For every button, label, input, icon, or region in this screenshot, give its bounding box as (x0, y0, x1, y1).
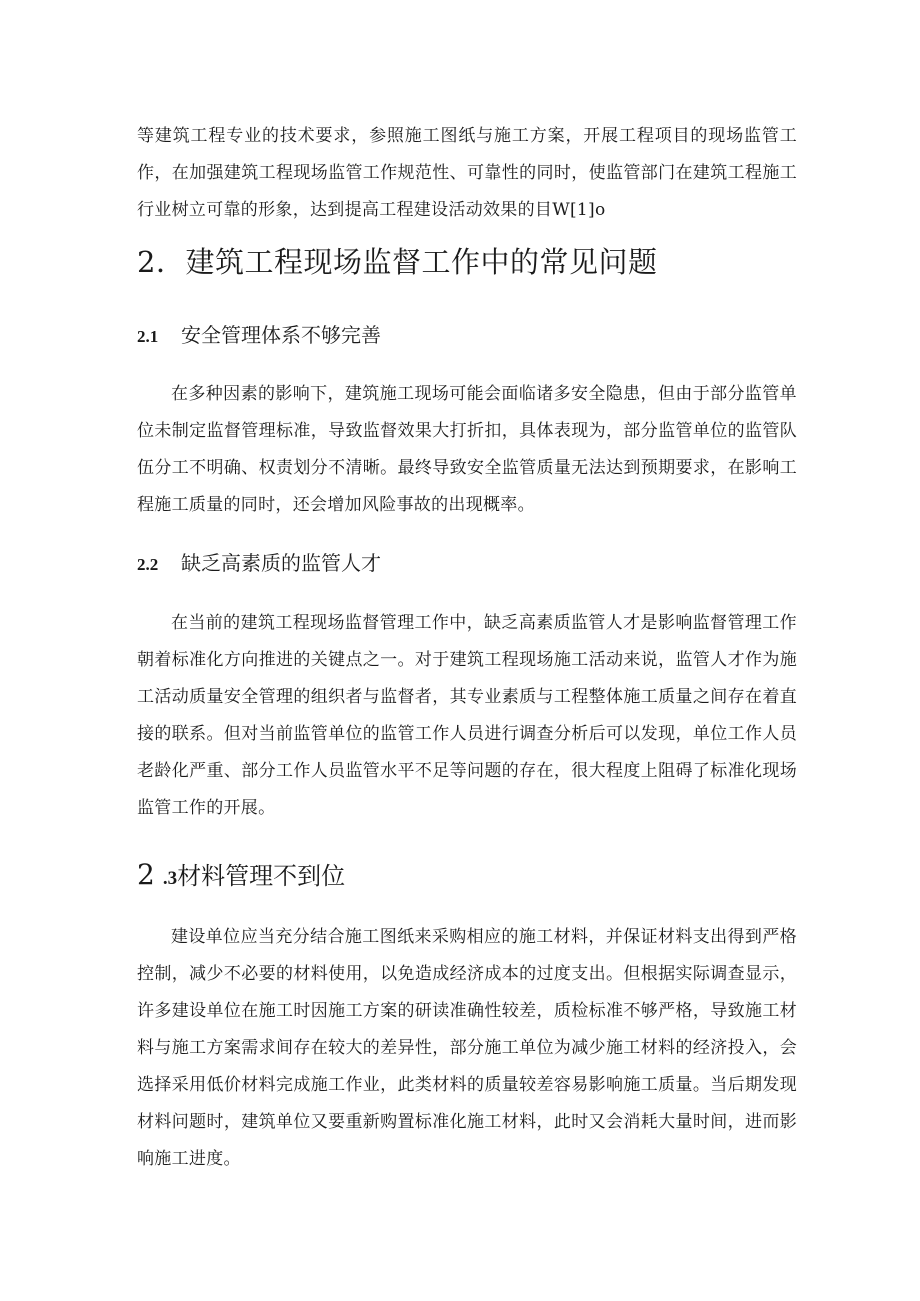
subsection-title: 缺乏高素质的监管人才 (181, 551, 381, 575)
subsection-number-major: 2 (137, 858, 155, 891)
subsection-2-2-heading (137, 548, 381, 580)
subsection-number: 2.2 (137, 555, 159, 574)
section-2-heading: 2．建筑工程现场监督工作中的常见问题 (137, 245, 658, 279)
intro-paragraph: 等建筑工程专业的技术要求，参照施工图纸与施工方案，开展工程项目的现场监管工作，在加强建筑工程现场监管工作规范性、可靠性的同时，使监管部门在建筑工程施工行业树立可靠的形象，达到提高工程建设活动效果的目W[1]o (137, 126, 797, 220)
subsection-title: 安全管理体系不够完善 (181, 323, 381, 347)
subsection-number-minor: .3 (162, 868, 178, 889)
subsection-2-1-paragraph: 在多种因素的影响下，建筑施工现场可能会面临诸多安全隐患，但由于部分监管单位未制定监督管理标准，导致监督效果大打折扣，具体表现为，部分监管单位的监管队伍分工不明确、权责划分不清晰。最终导致安全监管质量无法达到预期要求，在影响工程施工质量的同时，还会增加风险事故的出现概率。 (137, 384, 797, 515)
subsection-2-2-paragraph: 在当前的建筑工程现场监督管理工作中，缺乏高素质监管人才是影响监督管理工作朝着标准化方向推进的关键点之一。对于建筑工程现场施工活动来说，监管人才作为施工活动质量安全管理的组织者与监督者，其专业素质与工程整体施工质量之间存在着直接的联系。但对当前监管单位的监管工作人员进行调查分析后可以发现，单位工作人员老龄化严重、部分工作人员监管水平不足等问题的存在，很大程度上阻碍了标准化现场监管工作的开展。 (137, 613, 797, 818)
subsection-2-3-heading (137, 857, 345, 897)
subsection-number: 2.1 (137, 327, 159, 346)
subsection-title: 材料管理不到位 (177, 862, 346, 890)
subsection-2-1-heading (137, 320, 381, 352)
subsection-2-3-paragraph: 建设单位应当充分结合施工图纸来采购相应的施工材料，并保证材料支出得到严格控制，减少不必要的材料使用，以免造成经济成本的过度支出。但根据实际调查显示，许多建设单位在施工时因施工方案的研读准确性较差，质检标准不够严格，导致施工材料与施工方案需求间存在较大的差异性，部分施工单位为减少施工材料的经济投入，会选择采用低价材料完成施工作业，此类材料的质量较差容易影响施工质量。当后期发现材料问题时，建筑单位又要重新购置标准化施工材料，此时又会消耗大量时间，进而影响施工进度。 (137, 927, 797, 1169)
